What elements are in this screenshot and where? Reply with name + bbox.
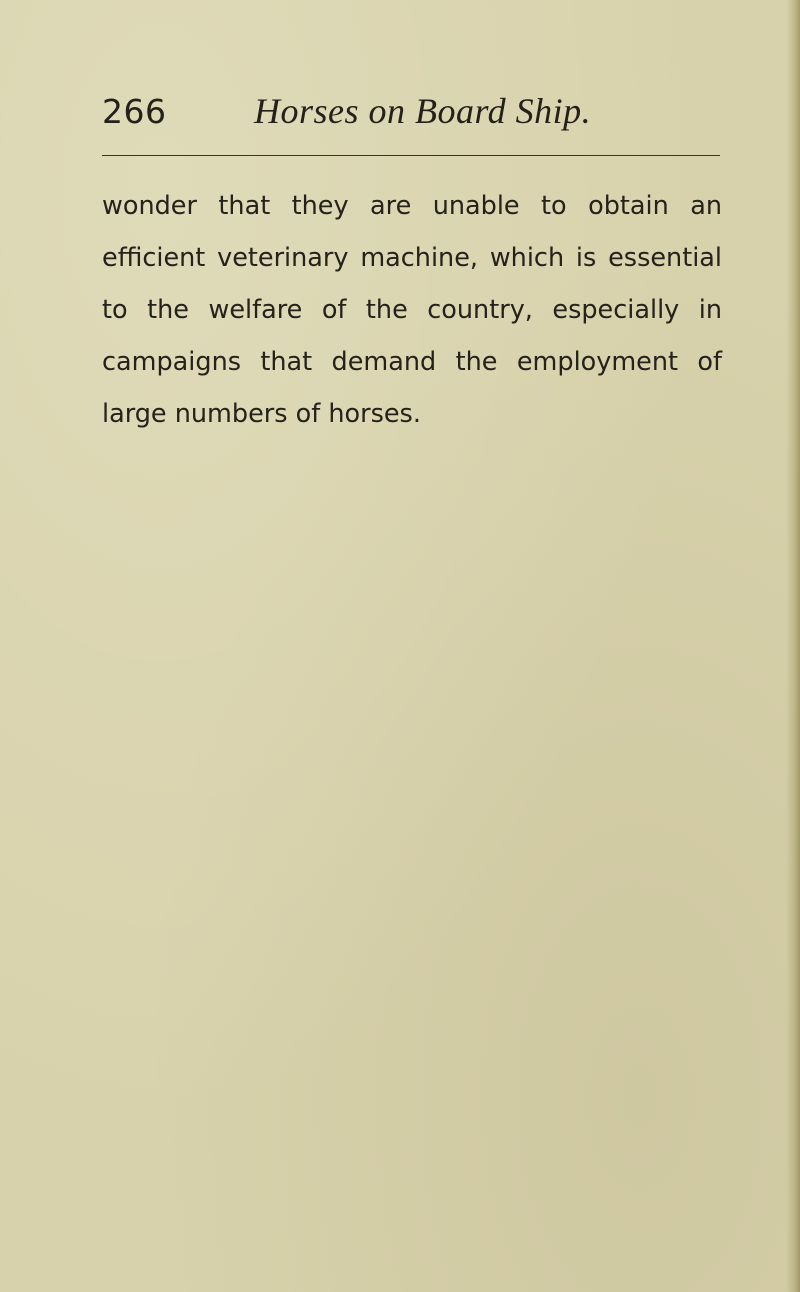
page-header (102, 92, 722, 142)
text-line: campaigns that demand the employment of (102, 347, 722, 377)
page-number: 266 (102, 92, 167, 131)
text-line: wonder that they are unable to obtain an (102, 191, 722, 221)
text-line: to the welfare of the country, especially in (102, 295, 722, 325)
text-line: large numbers of horses. (102, 399, 421, 429)
page-edge-shadow (786, 0, 800, 1292)
running-head-title: Horses on Board Ship. (254, 91, 592, 131)
header-rule (102, 155, 720, 156)
text-line: efficient veterinary machine, which is essential (102, 243, 722, 273)
body-paragraph (102, 186, 722, 446)
